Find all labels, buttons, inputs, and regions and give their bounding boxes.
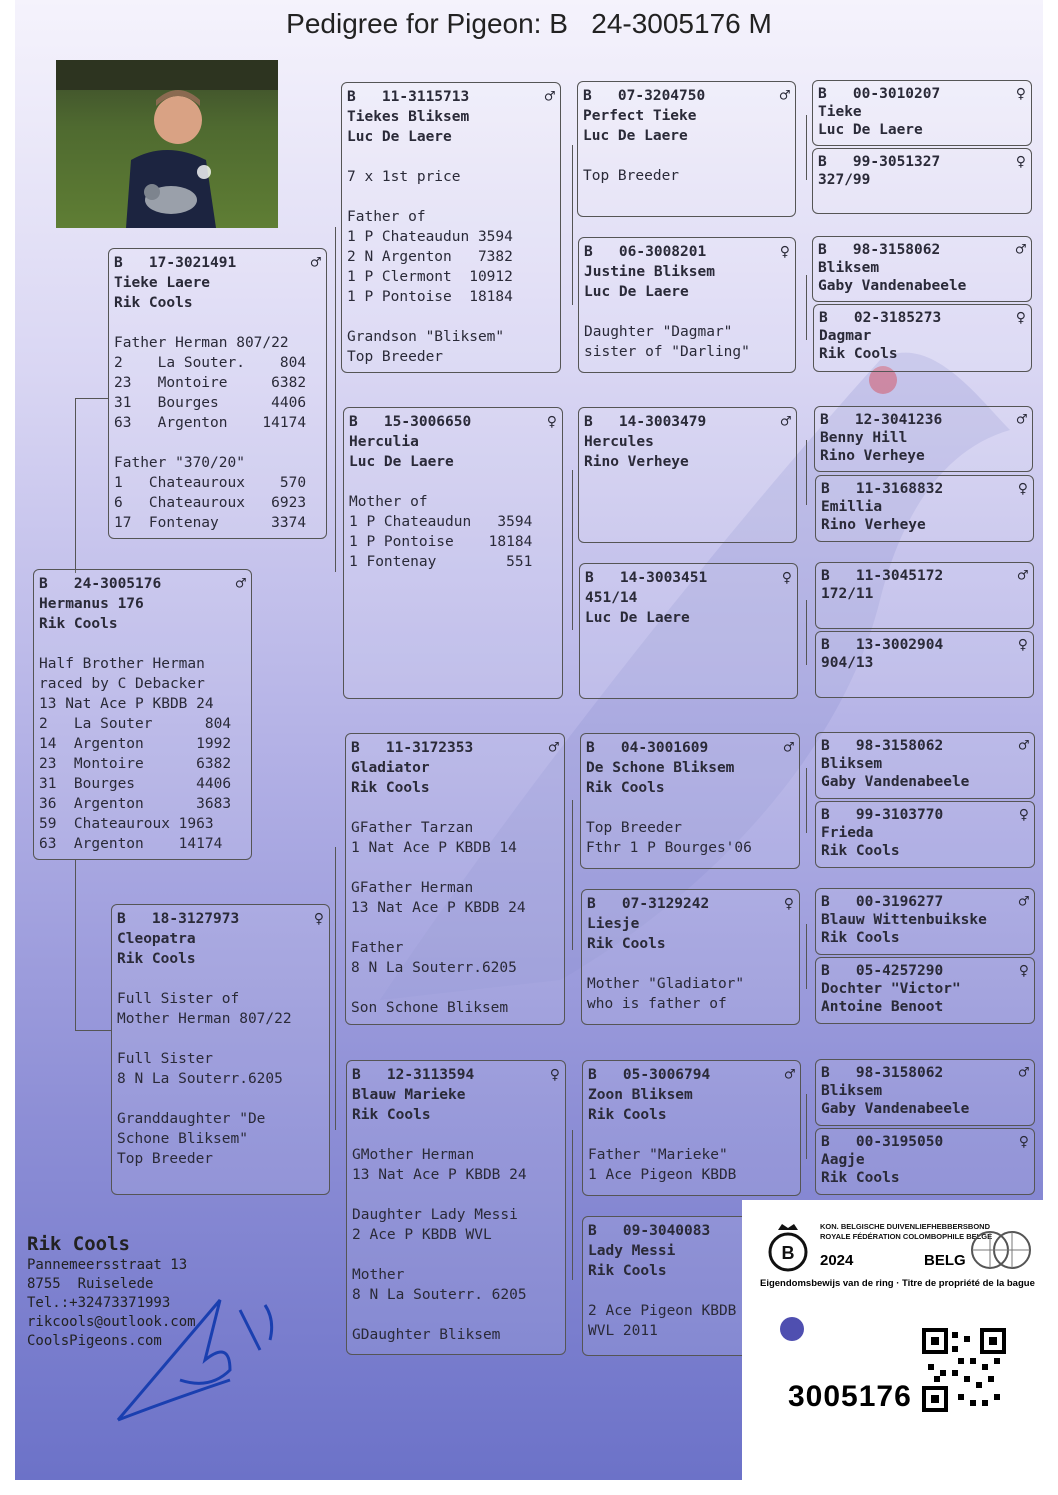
ring-number: B 15-3006650: [349, 414, 472, 430]
note-line: 14 Argenton 1992: [39, 736, 232, 752]
note-line: GFather Herman: [351, 880, 474, 896]
sex-symbol: ♀: [549, 1065, 560, 1085]
breeder-website: CoolsPigeons.com: [27, 1333, 162, 1349]
pigeon-owner: Gaby Vandenabeele: [818, 278, 967, 294]
page-title: Pedigree for Pigeon: B 24-3005176 M: [286, 8, 772, 39]
pigeon-card-ggp: [815, 957, 1035, 1024]
note-line: 13 Nat Ace P KBDB 24: [39, 696, 214, 712]
ring-number: B 05-3006794: [588, 1067, 711, 1083]
note-line: 7 x 1st price: [347, 169, 461, 185]
pigeon-card-dd: [346, 1060, 566, 1355]
note-line: Half Brother Herman: [39, 656, 205, 672]
ring-number: B 99-3103770: [821, 807, 944, 823]
connector: [75, 398, 108, 399]
note-line: Father "Marieke": [588, 1147, 728, 1163]
pigeon-name: 172/11: [821, 586, 874, 602]
note-line: Top Breeder: [347, 349, 444, 365]
pigeon-card-dsd: [581, 889, 800, 1025]
note-line: [117, 969, 324, 989]
note-line: [351, 798, 559, 818]
sex-symbol: ♂: [783, 738, 794, 758]
note-line: [586, 798, 794, 818]
note-line: Top Breeder: [586, 820, 683, 836]
pigeon-owner: Rik Cools: [586, 780, 665, 796]
pigeon-card-sss: [577, 81, 796, 217]
note-line: Son Schone Bliksem: [351, 1000, 509, 1016]
ring-country: BELG: [924, 1252, 966, 1269]
ring-number: B 11-3045172: [821, 568, 944, 584]
note-line: 59 Chateauroux 1963: [39, 816, 214, 832]
ring-number: B 24-3005176: [39, 576, 162, 592]
connector: [806, 768, 807, 833]
connector: [572, 1130, 573, 1280]
federation-name-fr: ROYALE FÉDÉRATION COLOMBOPHILE BELGE: [820, 1232, 993, 1241]
sex-symbol: ♀: [1017, 479, 1028, 499]
ring-number: B 17-3021491: [114, 255, 237, 271]
ring-number: B 13-3002904: [821, 637, 944, 653]
note-line: 1 P Chateaudun 3594: [347, 229, 513, 245]
pigeon-name: Bliksem: [821, 756, 883, 772]
note-line: Granddaughter "De: [117, 1111, 266, 1127]
pigeon-name: Lady Messi: [588, 1243, 676, 1259]
pigeon-name: Emillia: [821, 499, 883, 515]
note-line: 2 Ace P KBDB WVL: [352, 1227, 492, 1243]
ring-number: B 11-3168832: [821, 481, 944, 497]
pigeon-owner: Rik Cools: [587, 936, 666, 952]
pigeon-owner: Luc De Laere: [349, 454, 454, 470]
pigeon-card-ds: [345, 733, 565, 1025]
pigeon-owner: Rik Cools: [117, 951, 196, 967]
note-line: [584, 302, 790, 322]
note-line: Schone Bliksem": [117, 1131, 248, 1147]
sex-symbol: ♀: [781, 568, 792, 588]
pigeon-card-sd: [343, 407, 563, 699]
note-line: Father: [351, 940, 404, 956]
note-line: [349, 472, 557, 492]
pigeon-owner: Rik Cools: [351, 780, 430, 796]
note-line: 2 N Argenton 7382: [347, 249, 513, 265]
pigeon-owner: Gaby Vandenabeele: [821, 1101, 970, 1117]
note-line: 23 Montoire 6382: [39, 756, 232, 772]
ring-number: B 18-3127973: [117, 911, 240, 927]
sex-symbol: ♂: [779, 86, 790, 106]
pigeon-name: 904/13: [821, 655, 874, 671]
pigeon-name: Zoon Bliksem: [588, 1087, 693, 1103]
note-line: sister of "Darling": [584, 344, 750, 360]
connector: [806, 600, 807, 665]
connector: [806, 440, 807, 505]
note-line: Mother: [352, 1267, 405, 1283]
note-line: 2 La Souter. 804: [114, 355, 307, 371]
note-line: [352, 1245, 560, 1265]
ring-number: B 12-3113594: [352, 1067, 475, 1083]
globe-logo: [968, 1224, 1032, 1274]
note-line: [588, 1125, 795, 1145]
pigeon-name: Dagmar: [819, 328, 872, 344]
ring-number: B 07-3129242: [587, 896, 710, 912]
pigeon-card-subject: [33, 569, 252, 860]
pigeon-card-sire: [108, 248, 327, 539]
note-line: Fthr 1 P Bourges'06: [586, 840, 752, 856]
ring-number: B 98-3158062: [818, 242, 941, 258]
pigeon-card-ggp: [814, 406, 1033, 472]
ring-number: B 07-3204750: [583, 88, 706, 104]
note-line: Father "370/20": [114, 455, 245, 471]
pigeon-card-dam: [111, 904, 330, 1195]
pigeon-card-ggp: [815, 732, 1035, 799]
note-line: 63 Argenton 14174: [39, 836, 223, 852]
connector: [806, 924, 807, 989]
note-line: 17 Fontenay 3374: [114, 515, 307, 531]
pigeon-owner: Luc De Laere: [583, 128, 688, 144]
pigeon-card-ggp: [815, 1059, 1035, 1126]
note-line: [583, 146, 790, 166]
note-line: 1 Nat Ace P KBDB 14: [351, 840, 517, 856]
sex-symbol: ♂: [548, 738, 559, 758]
note-line: raced by C Debacker: [39, 676, 205, 692]
note-line: 63 Argenton 14174: [114, 415, 307, 431]
pigeon-card-ggp: [815, 562, 1034, 629]
pigeon-owner: Rik Cools: [114, 295, 193, 311]
pigeon-owner: Rik Cools: [352, 1107, 431, 1123]
note-line: 13 Nat Ace P KBDB 24: [352, 1167, 527, 1183]
sex-symbol: ♀: [783, 894, 794, 914]
pigeon-name: Frieda: [821, 825, 874, 841]
note-line: 1 Ace Pigeon KBDB: [588, 1167, 737, 1183]
pigeon-name: Dochter "Victor": [821, 981, 961, 997]
pigeon-card-ggp: [813, 304, 1032, 372]
sex-symbol: ♀: [1018, 1132, 1029, 1152]
breeder-address: Pannemeersstraat 13: [27, 1257, 188, 1273]
note-line: 8 N La Souterr.6205: [351, 960, 517, 976]
note-line: Mother Herman 807/22: [117, 1011, 292, 1027]
note-line: [352, 1185, 560, 1205]
note-line: 1 P Pontoise 18184: [349, 534, 533, 550]
pigeon-name: Perfect Tieke: [583, 108, 697, 124]
pigeon-card-dss: [580, 733, 800, 869]
sex-symbol: ♂: [1018, 892, 1029, 912]
note-line: Mother "Gladiator": [587, 976, 745, 992]
pigeon-card-ggp: [812, 148, 1032, 214]
pigeon-card-sdd: [579, 563, 798, 699]
note-line: [114, 313, 321, 333]
sex-symbol: ♂: [784, 1065, 795, 1085]
pigeon-name: Blauw Marieke: [352, 1087, 466, 1103]
note-line: [117, 1029, 324, 1049]
ring-number: B 14-3003451: [585, 570, 708, 586]
ownership-label: Eigendomsbewijs van de ring · Titre de propriété de la bague: [760, 1278, 1035, 1289]
note-line: [352, 1125, 560, 1145]
pigeon-name: Gladiator: [351, 760, 430, 776]
connector: [572, 470, 573, 630]
connector: [806, 275, 807, 340]
pigeon-owner: Antoine Benoot: [821, 999, 944, 1015]
ring-certificate: [742, 1200, 1043, 1480]
pigeon-name: 451/14: [585, 590, 638, 606]
pigeon-card-sds: [578, 407, 797, 543]
pigeon-name: Liesje: [587, 916, 640, 932]
sex-symbol: ♂: [544, 87, 555, 107]
note-line: [351, 858, 559, 878]
svg-text:B: B: [781, 1243, 795, 1263]
pigeon-card-ggp: [815, 475, 1034, 542]
pigeon-name: Justine Bliksem: [584, 264, 715, 280]
pigeon-name: De Schone Bliksem: [586, 760, 735, 776]
pigeon-card-ggp: [815, 1128, 1035, 1195]
sex-symbol: ♀: [1018, 805, 1029, 825]
connector: [335, 847, 336, 1130]
pigeon-owner: Rik Cools: [39, 616, 118, 632]
note-line: 31 Bourges 4406: [114, 395, 307, 411]
note-line: who is father of: [587, 996, 727, 1012]
sex-symbol: ♀: [1015, 84, 1026, 104]
ring-number: B 00-3196277: [821, 894, 944, 910]
note-line: 31 Bourges 4406: [39, 776, 232, 792]
ring-number: B 11-3115713: [347, 89, 470, 105]
note-line: 8 N La Souterr.6205: [117, 1071, 283, 1087]
note-line: 8 N La Souterr. 6205: [352, 1287, 527, 1303]
pigeon-owner: Rik Cools: [588, 1263, 667, 1279]
sex-symbol: ♀: [313, 909, 324, 929]
ring-number: B 09-3040083: [588, 1223, 711, 1239]
pigeon-owner: Luc De Laere: [584, 284, 689, 300]
qr-code-icon: [922, 1328, 1006, 1412]
note-line: Father Herman 807/22: [114, 335, 289, 351]
pigeon-name: Tiekes Bliksem: [347, 109, 470, 125]
note-line: GMother Herman: [352, 1147, 475, 1163]
note-line: 2 La Souter 804: [39, 716, 232, 732]
note-line: 6 Chateauroux 6923: [114, 495, 307, 511]
note-line: Full Sister: [117, 1051, 214, 1067]
note-line: [347, 187, 555, 207]
pigeon-card-ggp: [815, 888, 1035, 955]
signature: [110, 1280, 280, 1430]
pigeon-owner: Luc De Laere: [818, 122, 923, 138]
note-line: Top Breeder: [117, 1151, 214, 1167]
federation-name: [820, 1222, 992, 1242]
pigeon-name: Blauw Wittenbuikske: [821, 912, 987, 928]
breeder-name: Rik Cools: [27, 1233, 130, 1255]
pigeon-owner: Rik Cools: [588, 1107, 667, 1123]
connector: [572, 800, 573, 950]
note-line: GFather Tarzan: [351, 820, 474, 836]
sex-symbol: ♂: [780, 412, 791, 432]
sex-symbol: ♀: [1015, 308, 1026, 328]
pigeon-name: Herculia: [349, 434, 419, 450]
pigeon-card-ssd: [578, 237, 796, 373]
breeder-phone: Tel.:+32473371993: [27, 1295, 171, 1311]
pigeon-card-ggp: [815, 801, 1035, 868]
note-line: GDaughter Bliksem: [352, 1327, 501, 1343]
note-line: Mother of: [349, 494, 428, 510]
pigeon-card-ss: [341, 82, 561, 373]
pigeon-owner: Gaby Vandenabeele: [821, 774, 970, 790]
note-line: Daughter Lady Messi: [352, 1207, 518, 1223]
note-line: [347, 147, 555, 167]
pigeon-owner: Rik Cools: [819, 346, 898, 362]
ring-number: B 05-4257290: [821, 963, 944, 979]
hologram-dot: [780, 1317, 804, 1341]
ring-number: B 14-3003479: [584, 414, 707, 430]
sex-symbol: ♂: [310, 253, 321, 273]
sex-symbol: ♀: [1018, 961, 1029, 981]
pigeon-name: Hermanus 176: [39, 596, 144, 612]
pigeon-card-dds: [582, 1060, 801, 1196]
sex-symbol: ♀: [1015, 152, 1026, 172]
pigeon-name: Hercules: [584, 434, 654, 450]
note-line: [352, 1305, 560, 1325]
note-line: [351, 918, 559, 938]
note-line: 2 Ace Pigeon KBDB: [588, 1303, 737, 1319]
note-line: 1 Chateauroux 570: [114, 475, 307, 491]
breeder-city: 8755 Ruiselede: [27, 1276, 154, 1292]
sex-symbol: ♀: [1017, 635, 1028, 655]
connector: [572, 145, 573, 305]
pigeon-owner: Rino Verheye: [584, 454, 689, 470]
ring-number-large: 3005176: [788, 1380, 912, 1413]
connector: [75, 860, 76, 1030]
note-line: 1 P Clermont 10912: [347, 269, 513, 285]
note-line: [114, 433, 321, 453]
note-line: [587, 954, 794, 974]
note-line: [39, 634, 246, 654]
note-line: 13 Nat Ace P KBDB 24: [351, 900, 526, 916]
sex-symbol: ♂: [1018, 736, 1029, 756]
note-line: [117, 1089, 324, 1109]
sex-symbol: ♂: [1016, 410, 1027, 430]
connector: [75, 1030, 111, 1031]
pigeon-name: Benny Hill: [820, 430, 908, 446]
sex-symbol: ♂: [1017, 566, 1028, 586]
note-line: [351, 978, 559, 998]
pigeon-card-ggp: [815, 631, 1034, 698]
pigeon-name: Bliksem: [818, 260, 880, 276]
note-line: 1 P Chateaudun 3594: [349, 514, 533, 530]
sex-symbol: ♂: [1015, 240, 1026, 260]
pigeon-name: Tieke Laere: [114, 275, 211, 291]
connector: [806, 115, 807, 180]
note-line: Father of: [347, 209, 426, 225]
note-line: Full Sister of: [117, 991, 240, 1007]
ring-year: 2024: [820, 1252, 854, 1269]
pigeon-owner: Rik Cools: [821, 930, 900, 946]
sex-symbol: ♂: [1018, 1063, 1029, 1083]
note-line: Grandson "Bliksem": [347, 329, 505, 345]
ring-number: B 99-3051327: [818, 154, 941, 170]
ring-number: B 98-3158062: [821, 1065, 944, 1081]
ring-number: B 11-3172353: [351, 740, 474, 756]
pigeon-owner: Luc De Laere: [347, 129, 452, 145]
note-line: 36 Argenton 3683: [39, 796, 232, 812]
pigeon-owner: Luc De Laere: [585, 610, 690, 626]
pigeon-name: Aagje: [821, 1152, 865, 1168]
note-line: 1 Fontenay 551: [349, 554, 533, 570]
ring-number: B 00-3195050: [821, 1134, 944, 1150]
sex-symbol: ♂: [235, 574, 246, 594]
pigeon-name: Bliksem: [821, 1083, 883, 1099]
note-line: Top Breeder: [583, 168, 680, 184]
breeder-email: rikcools@outlook.com: [27, 1314, 196, 1330]
pigeon-card-ggp: [812, 80, 1032, 146]
pigeon-name: 327/99: [818, 172, 871, 188]
connector: [75, 398, 76, 573]
pigeon-owner: Rik Cools: [821, 843, 900, 859]
sex-symbol: ♀: [779, 242, 790, 262]
connector: [806, 1094, 807, 1159]
ring-number: B 12-3041236: [820, 412, 943, 428]
kbdb-logo: [764, 1222, 812, 1278]
pigeon-name: Tieke: [818, 104, 862, 120]
note-line: WVL 2011: [588, 1323, 658, 1339]
note-line: 23 Montoire 6382: [114, 375, 307, 391]
connector: [335, 227, 336, 572]
pigeon-owner: Rino Verheye: [821, 517, 926, 533]
sex-symbol: ♀: [546, 412, 557, 432]
note-line: 1 P Pontoise 18184: [347, 289, 513, 305]
federation-name-nl: KON. BELGISCHE DUIVENLIEFHEBBERSBOND: [820, 1222, 991, 1231]
pigeon-name: Cleopatra: [117, 931, 196, 947]
breeder-photo: [56, 60, 278, 228]
ring-number: B 06-3008201: [584, 244, 707, 260]
ring-number: B 00-3010207: [818, 86, 941, 102]
note-line: Daughter "Dagmar": [584, 324, 733, 340]
ring-number: B 02-3185273: [819, 310, 942, 326]
ring-number: B 98-3158062: [821, 738, 944, 754]
pigeon-card-ggp: [812, 236, 1032, 302]
ring-number: B 04-3001609: [586, 740, 709, 756]
pigeon-owner: Rino Verheye: [820, 448, 925, 464]
note-line: [347, 307, 555, 327]
pigeon-owner: Rik Cools: [821, 1170, 900, 1186]
